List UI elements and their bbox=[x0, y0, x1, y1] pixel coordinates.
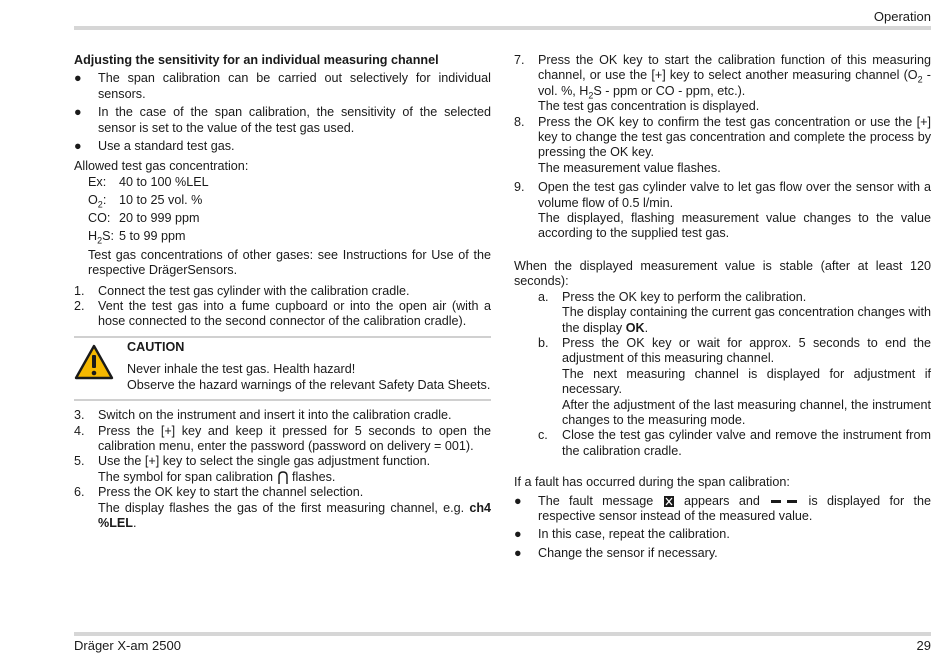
sub-step: c. Close the test gas cylinder valve and remove the instrument from the calibration cradle. bbox=[538, 428, 931, 458]
step-item: 1. Connect the test gas cylinder with the calibration cradle. bbox=[74, 283, 410, 298]
step-item: 5. Use the [+] key to select the single gas adjustment function. The symbol for span calibration flashes. bbox=[74, 454, 431, 484]
sub-step: a. Press the OK key to perform the calibration. The display containing the current gas concentration changes with the display OK. bbox=[538, 289, 931, 335]
gas-row: $H_2S$: 5 to 99 ppm bbox=[88, 228, 186, 246]
sub-step: b. Press the OK key or wait for approx. 5 seconds to end the adjustment of this measuring channel. The next measuring channel is displayed for adjustment if necessary. After the adjustment of the last measuring channel, the instrument changes to the measuring mode. bbox=[538, 335, 931, 427]
step-item: 6. Press the OK key to start the channel selection. The display flashes the gas of the first measuring channel, e.g. ch4 %LEL. bbox=[74, 485, 492, 530]
fault-message-icon bbox=[663, 495, 675, 508]
span-calibration-icon bbox=[277, 470, 289, 485]
caution-line: Never inhale the test gas. Health hazard! bbox=[127, 362, 356, 377]
section-title: Adjusting the sensitivity for an individual measuring channel bbox=[74, 53, 439, 67]
step-item: 8. Press the OK key to confirm the test gas concentration or use the [+] key to change the test gas concentration and complete the process by pressing the OK key. The measurement value flashes. bbox=[514, 114, 931, 175]
step-item: 7. Press the OK key to start the calibration function of this measuring channel, or use the [+] key to select another measuring channel ($O_2$ - vol. %, $H_2S$ - ppm or CO - ppm, etc.). The test gas concentration is displayed. bbox=[514, 53, 931, 114]
right-column bbox=[514, 53, 931, 561]
bullet-item: ● Use a standard test gas. bbox=[74, 139, 235, 154]
left-column bbox=[74, 53, 491, 531]
gas-row: CO: 20 to 999 ppm bbox=[88, 210, 200, 225]
footer-product: Dräger X-am 2500 bbox=[74, 638, 181, 653]
other-gases-note: Test gas concentrations of other gases: see Instructions for Use of the respective DrägerSensors. bbox=[88, 247, 491, 278]
stable-intro: When the displayed measurement value is stable (after at least 120 seconds): bbox=[514, 258, 931, 289]
gas-row: Ex: 40 to 100 %LEL bbox=[88, 174, 209, 189]
bullet-item: ● The fault message appears and is displayed for the respective sensor instead of the measured value. bbox=[514, 493, 932, 523]
page-number: 29 bbox=[916, 638, 931, 653]
footer-rule bbox=[74, 632, 931, 636]
header-rule bbox=[74, 26, 931, 30]
step-item: 2. Vent the test gas into a fume cupboard or into the open air (with a hose connected to the second connector of the calibration cradle). bbox=[74, 299, 491, 329]
step-item: 3. Switch on the instrument and insert it into the calibration cradle. bbox=[74, 408, 452, 423]
bullet-item: ● In the case of the span calibration, the sensitivity of the selected sensor is set to the value of the test gas used. bbox=[74, 105, 491, 135]
caution-line: Observe the hazard warnings of the relevant Safety Data Sheets. bbox=[127, 377, 491, 392]
bullet-item: ● Change the sensor if necessary. bbox=[514, 545, 718, 560]
allowed-concentration-label: Allowed test gas concentration: bbox=[74, 159, 249, 174]
caution-box bbox=[74, 336, 491, 401]
warning-triangle-icon bbox=[74, 344, 114, 380]
dashes-display-icon bbox=[769, 496, 799, 506]
step-item: 9. Open the test gas cylinder valve to let gas flow over the sensor with a volume flow of 0.5 l/min. The displayed, flashing measurement value changes to the value according to the supplied test gas. bbox=[514, 180, 931, 241]
section-header: Operation bbox=[873, 9, 931, 24]
bullet-item: ● The span calibration can be carried out selectively for individual sensors. bbox=[74, 71, 491, 101]
step-item: 4. Press the [+] key and keep it pressed for 5 seconds to open the calibration menu, enter the password (password on delivery = 001). bbox=[74, 423, 491, 453]
gas-list bbox=[74, 175, 491, 279]
fault-intro: If a fault has occurred during the span calibration: bbox=[514, 475, 790, 490]
caution-heading: CAUTION bbox=[127, 339, 185, 354]
bullet-item: ● In this case, repeat the calibration. bbox=[514, 527, 730, 542]
gas-row: $O_2$: 10 to 25 vol. % bbox=[88, 192, 203, 210]
